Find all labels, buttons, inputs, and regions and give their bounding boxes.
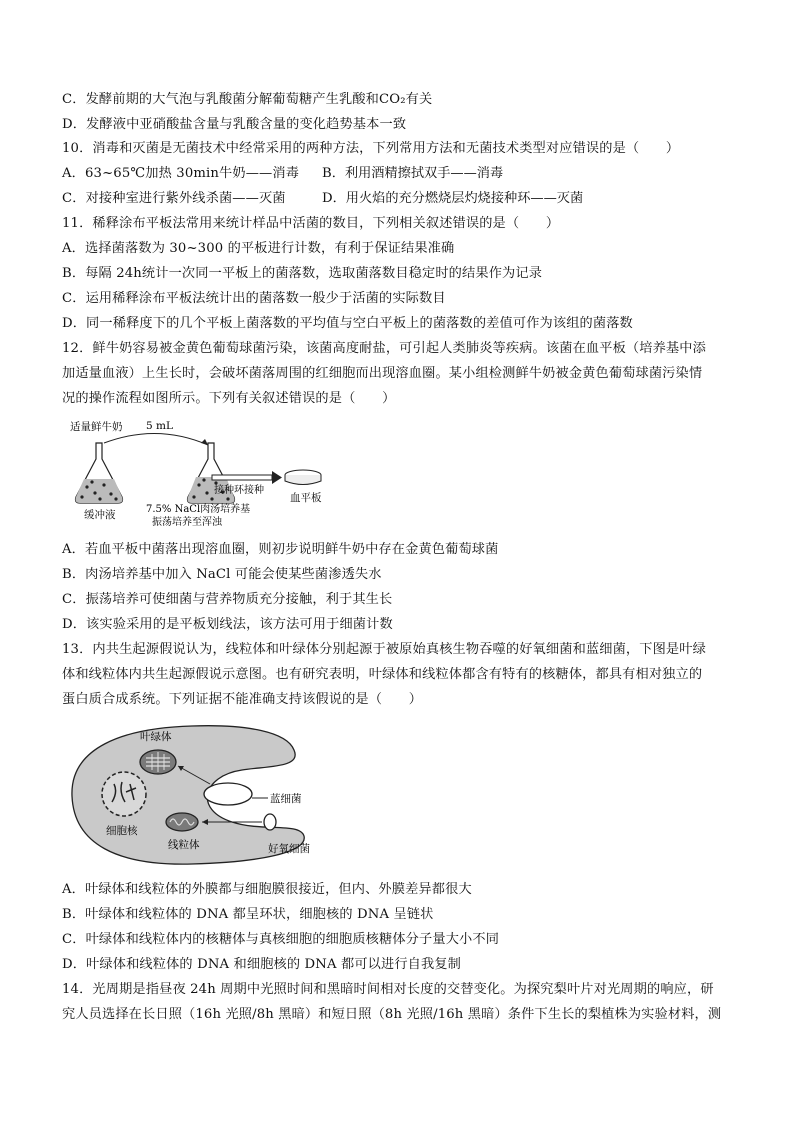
question-13-stem-line3: 蛋白质合成系统。下列证据不能准确支持该假说的是（ ）: [62, 692, 423, 707]
question-12-option-c: C．振荡培养可使细菌与营养物质充分接触，利于其生长: [62, 592, 393, 607]
question-10-option-d: D．用火焰的充分燃烧层灼烧接种环——灭菌: [322, 191, 584, 206]
fig12-plate-label: 血平板: [290, 492, 322, 504]
question-11-stem: 11．稀释涂布平板法常用来统计样品中活菌的数目，下列相关叙述错误的是（ ）: [62, 216, 560, 231]
question-13-stem-line2: 体和线粒体内共生起源假说示意图。也有研究表明，叶绿体和线粒体都含有特有的核糖体，都具有相对独立的: [62, 667, 703, 682]
fig13-mitochondrion-label: 线粒体: [168, 839, 200, 851]
fig12-broth-label-2: 振荡培养至浑浊: [152, 517, 222, 528]
fig12-buffer-label: 缓冲液: [84, 509, 116, 521]
question-13-option-a: A．叶绿体和线粒体的外膜都与细胞膜很接近，但内、外膜差异都很大: [62, 882, 472, 897]
question-11-option-d: D．同一稀释度下的几个平板上菌落数的平均值与空白平板上的菌落数的差值可作为该组的菌落数: [62, 316, 633, 331]
figure-12-procedure: [62, 415, 362, 530]
fig12-inoculate-label: 接种环接种: [214, 485, 264, 496]
question-12-stem-line3: 况的操作流程如图所示。下列有关叙述错误的是（ ）: [62, 391, 396, 406]
question-11-option-a: A．选择菌落数为 30~300 的平板进行计数，有利于保证结果准确: [62, 241, 455, 256]
question-12-option-d: D．该实验采用的是平板划线法，该方法可用于细菌计数: [62, 617, 393, 632]
fig12-blood-plate: [285, 470, 321, 485]
option-d-prev: D．发酵液中亚硝酸盐含量与乳酸含量的变化趋势基本一致: [62, 117, 407, 132]
question-12-option-b: B．肉汤培养基中加入 NaCl 可能会使某些菌渗透失水: [62, 567, 382, 582]
question-10-option-a: A．63~65℃加热 30min牛奶——消毒: [62, 166, 300, 181]
question-13-option-b: B．叶绿体和线粒体的 DNA 都呈环状，细胞核的 DNA 呈链状: [62, 907, 434, 922]
question-11-option-b: B．每隔 24h统计一次同一平板上的菌落数，选取菌落数目稳定时的结果作为记录: [62, 266, 543, 281]
fig13-aerobic-bacterium: [264, 814, 276, 830]
fig13-nucleus: [102, 772, 146, 816]
question-14-stem-line1: 14．光周期是指昼夜 24h 周期中光照时间和黑暗时间相对长度的交替变化。为探究梨叶片对光周期的响应，研: [62, 982, 714, 997]
fig13-nucleus-label: 细胞核: [106, 825, 138, 837]
fig13-cyanobacterium: [204, 783, 252, 805]
fig12-inoculate-arrow-body: [212, 475, 272, 480]
question-11-option-c: C．运用稀释涂布平板法统计出的菌落数一般少于活菌的实际数目: [62, 291, 446, 306]
option-c-prev: C．发酵前期的大气泡与乳酸菌分解葡萄糖产生乳酸和CO₂有关: [62, 92, 433, 107]
fig13-cyanobacteria-label: 蓝细菌: [270, 793, 302, 805]
fig12-flask-buffer: [76, 443, 123, 503]
question-12-stem-line2: 加适量血液）上生长时，会破坏菌落周围的红细胞而出现溶血圈。某小组检测鲜牛奶被金黄色葡萄球菌污染情: [62, 366, 703, 381]
fig12-volume-label: 5 mL: [146, 420, 173, 432]
question-13-option-d: D．叶绿体和线粒体的 DNA 和细胞核的 DNA 都可以进行自我复制: [62, 957, 462, 972]
fig12-milk-label: 适量鲜牛奶: [70, 421, 123, 433]
question-10-option-c: C．对接种室进行紫外线杀菌——灭菌: [62, 191, 286, 206]
fig13-aerobic-label: 好氧细菌: [268, 843, 310, 855]
question-14-stem-line2: 究人员选择在长日照（16h 光照/8h 黑暗）和短日照（8h 光照/16h 黑暗）条件下生长的梨植株为实验材料，测: [62, 1007, 722, 1022]
fig12-transfer-arrow: [104, 433, 208, 445]
fig12-transfer-arrowhead: [201, 439, 208, 445]
question-12-option-a: A．若血平板中菌落出现溶血圈，则初步说明鲜牛奶中存在金黄色葡萄球菌: [62, 542, 499, 557]
question-10-option-b: B．利用酒精擦拭双手——消毒: [322, 166, 504, 181]
fig13-mitochondrion: [166, 813, 198, 831]
fig12-inoculate-arrowhead: [272, 471, 282, 484]
question-10-stem: 10．消毒和灭菌是无菌技术中经常采用的两种方法，下列常用方法和无菌技术类型对应错误的是（ ）: [62, 141, 680, 156]
fig12-broth-label-1: 7.5% NaCl肉汤培养基: [146, 504, 251, 515]
figure-13-endosymbiosis: [62, 718, 362, 868]
question-13-option-c: C．叶绿体和线粒体内的核糖体与真核细胞的细胞质核糖体分子量大小不同: [62, 932, 500, 947]
fig13-chloroplast-label: 叶绿体: [140, 731, 172, 743]
question-13-stem-line1: 13．内共生起源假说认为，线粒体和叶绿体分别起源于被原始真核生物吞噬的好氧细菌和蓝细菌，下图是叶绿: [62, 642, 706, 657]
question-12-stem-line1: 12．鲜牛奶容易被金黄色葡萄球菌污染，该菌高度耐盐，可引起人类肺炎等疾病。该菌在血平板（培养基中添: [62, 341, 706, 356]
fig13-chloroplast: [140, 750, 176, 774]
